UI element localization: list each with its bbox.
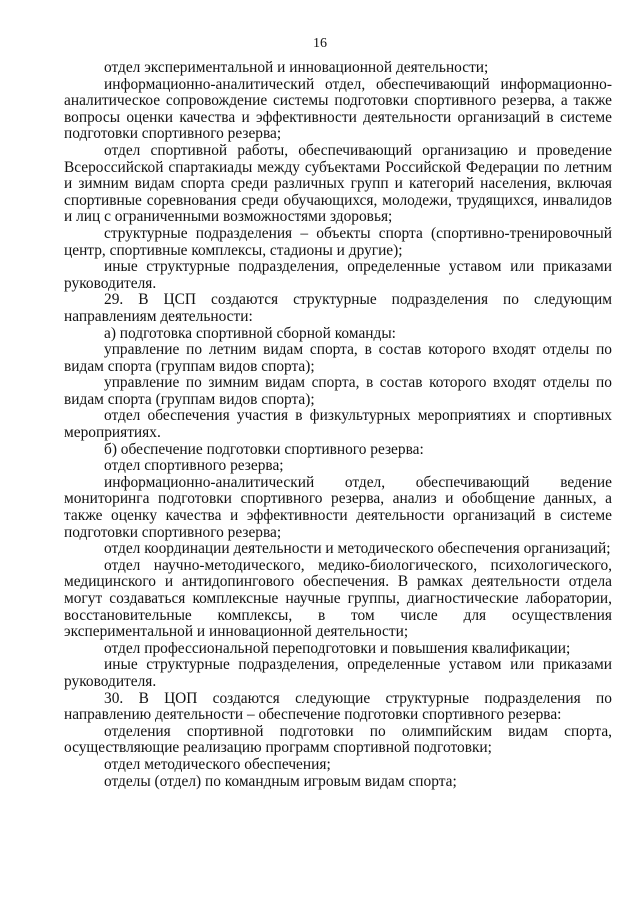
paragraph: отдел научно-методического, медико-биологического, психологического, медицинского и антидопингового обеспечения. В рамках деятельности отдела могут создаваться комплексные научные группы, диагностические лаборатории, восстановительные комплексы, в том числе для осуществления экспериментальной и инновационной деятельности; bbox=[64, 556, 612, 641]
paragraph: отдел спортивного резерва; bbox=[104, 457, 284, 475]
paragraph: иные структурные подразделения, определенные уставом или приказами руководителя. bbox=[64, 656, 612, 690]
paragraph: отделы (отдел) по командным игровым видам спорта; bbox=[104, 772, 457, 790]
paragraph: отдел методического обеспечения; bbox=[104, 755, 331, 773]
paragraph: а) подготовка спортивной сборной команды: bbox=[104, 324, 396, 342]
paragraph: информационно-аналитический отдел, обеспечивающий информационно-аналитическое сопровождение системы подготовки спортивного резерва, а также вопросы оценки качества и эффективности деятельности организаций в системе подготовки спортивного резерва; bbox=[64, 75, 612, 143]
paragraph: отдел спортивной работы, обеспечивающий организацию и проведение Всероссийской спартакиады между субъектами Российской Федерации по летним и зимним видам спорта среди различных групп и категорий населения, включая спортивные соревнования среди обучающихся, молодежи, трудящихся, инвалидов и лиц с ограниченными возможностями здоровья; bbox=[64, 141, 612, 226]
paragraph: отдел координации деятельности и методического обеспечения организаций; bbox=[104, 540, 611, 558]
paragraph: управление по зимним видам спорта, в состав которого входят отделы по видам спорта (группам видов спорта); bbox=[64, 374, 612, 408]
document-body bbox=[64, 60, 612, 790]
paragraph: б) обеспечение подготовки спортивного резерва: bbox=[104, 440, 424, 458]
paragraph: 29. В ЦСП создаются структурные подразделения по следующим направлениям деятельности: bbox=[64, 291, 612, 325]
paragraph: 30. В ЦОП создаются следующие структурные подразделения по направлению деятельности – обеспечение подготовки спортивного резерва: bbox=[64, 689, 612, 724]
paragraph: отдел обеспечения участия в физкультурных мероприятиях и спортивных мероприятиях. bbox=[64, 407, 612, 442]
paragraph: отдел экспериментальной и инновационной деятельности; bbox=[104, 59, 489, 76]
paragraph: структурные подразделения – объекты спорта (спортивно-тренировочный центр, спортивные комплексы, стадионы и другие); bbox=[64, 224, 612, 259]
paragraph: управление по летним видам спорта, в состав которого входят отделы по видам спорта (группам видов спорта); bbox=[64, 341, 612, 375]
page-number: 16 bbox=[313, 36, 327, 51]
paragraph: отделения спортивной подготовки по олимпийским видам спорта, осуществляющие реализацию программ спортивной подготовки; bbox=[64, 722, 612, 757]
paragraph: иные структурные подразделения, определенные уставом или приказами руководителя. bbox=[64, 258, 612, 292]
paragraph: отдел профессиональной переподготовки и повышения квалификации; bbox=[104, 639, 571, 657]
paragraph: информационно-аналитический отдел, обеспечивающий ведение мониторинга подготовки спортивного резерва, анализ и обобщение данных, а также оценку качества и эффективности деятельности организаций в системе подготовки спортивного резерва; bbox=[64, 473, 612, 541]
